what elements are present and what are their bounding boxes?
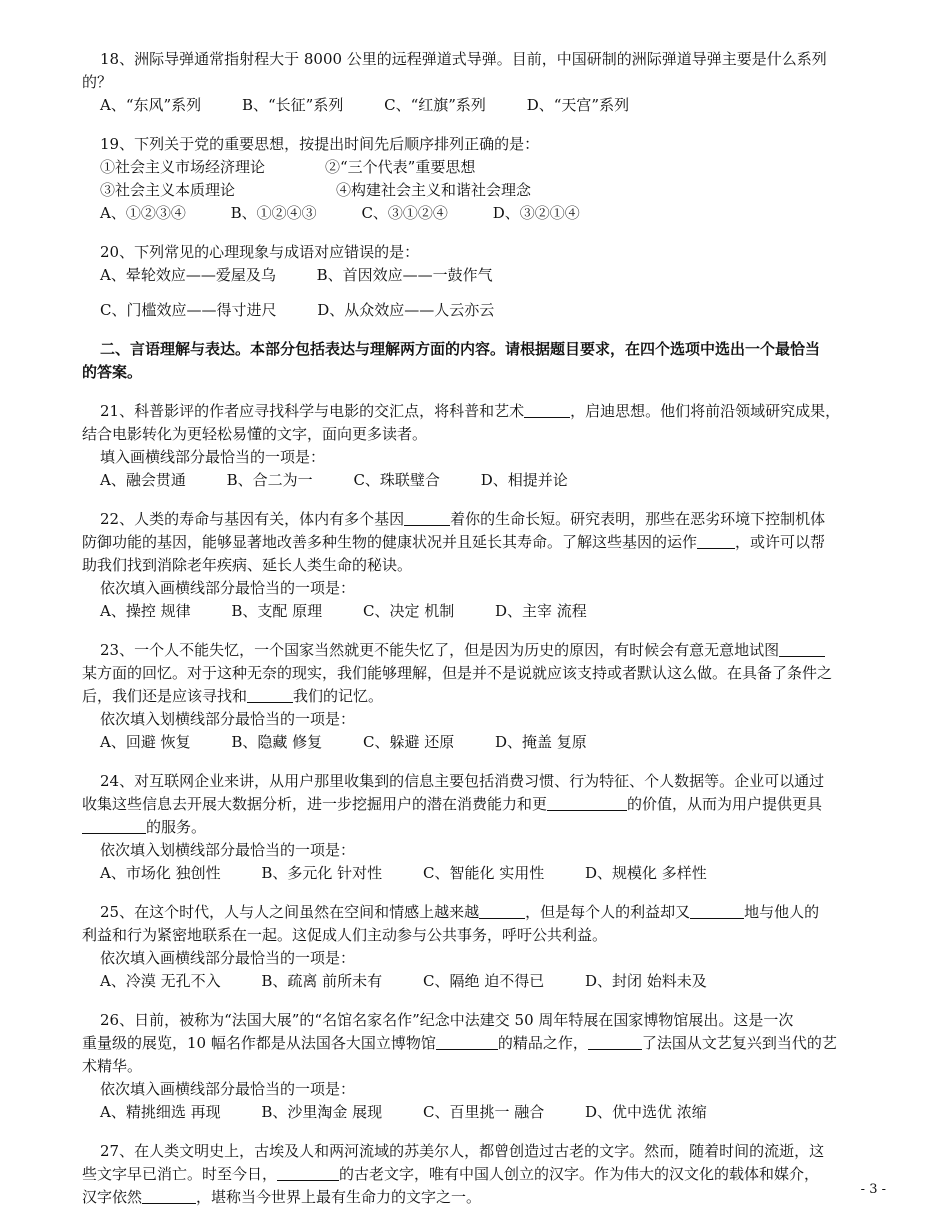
question-text xyxy=(82,531,882,554)
options-row xyxy=(82,600,882,623)
option-a[interactable]: A、融会贯通 xyxy=(100,471,186,489)
option-a[interactable]: A、操控 规律 xyxy=(100,602,191,620)
answer-blank[interactable] xyxy=(82,817,146,834)
question-prompt: 依次填入画横线部分最恰当的一项是： xyxy=(100,949,356,967)
option-b[interactable]: B、“长征”系列 xyxy=(241,96,344,114)
question-text xyxy=(82,1032,882,1055)
answer-blank[interactable] xyxy=(479,902,525,919)
question-19 xyxy=(82,133,882,225)
answer-blank[interactable] xyxy=(690,902,744,919)
question-text xyxy=(82,1163,882,1186)
question-text: 18、洲际导弹通常指射程大于 8000 公里的远程弹道式导弹。目前，中国研制的洲际弹道导弹主要是什么系列 xyxy=(100,50,827,68)
option-d[interactable]: D、从众效应——人云亦云 xyxy=(317,301,495,319)
option-d[interactable]: D、掩盖 复原 xyxy=(495,733,587,751)
text-segment: 重量级的展览，10 幅名作都是从法国各大国立博物馆 xyxy=(82,1034,436,1052)
option-c[interactable]: C、智能化 实用性 xyxy=(422,864,545,882)
question-26 xyxy=(82,1009,882,1124)
question-27 xyxy=(82,1140,882,1209)
question-text: 助我们找到消除老年疾病、延长人类生命的秘诀。 xyxy=(82,556,413,574)
text-segment: 21、科普影评的作者应寻找科学与电影的交汇点，将科普和艺术 xyxy=(100,402,525,420)
option-c[interactable]: C、百里挑一 融合 xyxy=(422,1103,545,1121)
text-segment: 地与他人的 xyxy=(744,903,820,921)
text-segment: ，堪称当今世界上最有生命力的文字之一。 xyxy=(196,1188,482,1206)
text-segment: 汉字依然 xyxy=(82,1188,143,1206)
text-segment: 的古老文字，唯有中国人创立的汉字。作为伟大的汉文化的载体和媒介， xyxy=(339,1165,820,1183)
question-prompt: 填入画横线部分最恰当的一项是： xyxy=(100,448,326,466)
text-segment: 了法国从文艺复兴到当代的艺 xyxy=(641,1034,837,1052)
question-prompt: 依次填入划横线部分最恰当的一项是： xyxy=(100,710,356,728)
item-4: ④构建社会主义和谐社会理念 xyxy=(336,181,532,199)
option-b[interactable]: B、隐藏 修复 xyxy=(231,733,323,751)
page-number: - 3 - xyxy=(860,1182,886,1197)
question-18 xyxy=(82,48,882,117)
answer-blank[interactable] xyxy=(404,509,450,526)
text-segment: 后，我们还是应该寻找和 xyxy=(82,687,248,705)
option-c[interactable]: C、珠联璧合 xyxy=(353,471,440,489)
option-a[interactable]: A、冷漠 无孔不入 xyxy=(100,972,221,990)
answer-blank[interactable] xyxy=(697,532,735,549)
exam-page xyxy=(82,48,882,1225)
options-row xyxy=(82,970,882,993)
answer-blank[interactable] xyxy=(588,1033,642,1050)
options-row xyxy=(82,299,882,322)
option-b[interactable]: B、疏离 前所未有 xyxy=(261,972,383,990)
question-prompt: 依次填入画横线部分最恰当的一项是： xyxy=(100,1080,356,1098)
question-text xyxy=(82,400,882,423)
option-b[interactable]: B、支配 原理 xyxy=(231,602,323,620)
options-row xyxy=(82,264,882,287)
section-heading-line: 的答案。 xyxy=(82,363,143,381)
question-text xyxy=(82,685,882,708)
option-a[interactable]: A、“东风”系列 xyxy=(100,96,202,114)
options-row xyxy=(82,1101,882,1124)
question-23 xyxy=(82,639,882,754)
item-2: ②“三个代表”重要思想 xyxy=(325,158,476,176)
option-d[interactable]: D、“天宫”系列 xyxy=(526,96,630,114)
text-segment: ，或许可以帮 xyxy=(735,533,826,551)
question-text: 24、对互联网企业来讲，从用户那里收集到的信息主要包括消费习惯、行为特征、个人数据等。企业可以通过 xyxy=(100,772,825,790)
question-text: 27、在人类文明史上，古埃及人和两河流域的苏美尔人，都曾创造过古老的文字。然而，随着时间的流逝，这 xyxy=(100,1142,825,1160)
text-segment: ，但是每个人的利益却又 xyxy=(525,903,691,921)
text-segment: 的价值，从而为用户提供更具 xyxy=(627,795,823,813)
question-text: 利益和行为紧密地联系在一起。这促成人们主动参与公共事务，呼吁公共利益。 xyxy=(82,926,608,944)
option-c[interactable]: C、“红旗”系列 xyxy=(384,96,486,114)
question-21 xyxy=(82,400,882,492)
text-segment: 的服务。 xyxy=(146,818,207,836)
option-a[interactable]: A、①②③④ xyxy=(100,204,186,222)
option-d[interactable]: D、封闭 始料未及 xyxy=(585,972,707,990)
option-a[interactable]: A、晕轮效应——爱屋及乌 xyxy=(100,266,276,284)
question-text: 20、下列常见的心理现象与成语对应错误的是： xyxy=(100,243,420,261)
answer-blank[interactable] xyxy=(436,1033,498,1050)
item-row xyxy=(82,179,882,202)
text-segment: 防御功能的基因，能够显著地改善多种生物的健康状况并且延长其寿命。了解这些基因的运作 xyxy=(82,533,698,551)
option-c[interactable]: C、决定 机制 xyxy=(362,602,455,620)
question-text xyxy=(82,508,882,531)
item-3: ③社会主义本质理论 xyxy=(100,181,236,199)
option-b[interactable]: B、多元化 针对性 xyxy=(261,864,383,882)
question-text xyxy=(82,816,882,839)
option-b[interactable]: B、首因效应——一鼓作气 xyxy=(316,266,493,284)
text-segment: 些文字早已消亡。时至今日， xyxy=(82,1165,278,1183)
text-segment: 我们的记忆。 xyxy=(293,687,384,705)
question-text xyxy=(82,793,882,816)
option-d[interactable]: D、③②①④ xyxy=(492,204,580,222)
option-a[interactable]: A、精挑细选 再现 xyxy=(100,1103,221,1121)
item-row xyxy=(82,156,882,179)
option-c[interactable]: C、门槛效应——得寸进尺 xyxy=(100,301,277,319)
option-d[interactable]: D、优中选优 浓缩 xyxy=(585,1103,707,1121)
question-text xyxy=(82,1186,882,1209)
question-text xyxy=(82,901,882,924)
options-row xyxy=(82,862,882,885)
option-c[interactable]: C、③①②④ xyxy=(361,204,448,222)
question-24 xyxy=(82,770,882,885)
options-row xyxy=(82,731,882,754)
text-segment: 着你的生命长短。研究表明，那些在恶劣环境下控制机体 xyxy=(450,510,826,528)
options-row xyxy=(82,94,882,117)
question-text: 某方面的回忆。对于这种无奈的现实，我们能够理解，但是并不是说就应该支持或者默认这么做。在具备了条件之 xyxy=(82,664,833,682)
question-text xyxy=(82,639,882,662)
option-c[interactable]: C、隔绝 迫不得已 xyxy=(422,972,545,990)
option-d[interactable]: D、相提并论 xyxy=(480,471,568,489)
question-text: 26、日前，被称为“法国大展”的“名馆名家名作”纪念中法建交 50 周年特展在国家博物馆展出。这是一次 xyxy=(100,1011,794,1029)
option-d[interactable]: D、规模化 多样性 xyxy=(585,864,707,882)
question-text: 术精华。 xyxy=(82,1057,143,1075)
option-b[interactable]: B、①②④③ xyxy=(230,204,317,222)
question-prompt: 依次填入画横线部分最恰当的一项是： xyxy=(100,579,356,597)
answer-blank[interactable] xyxy=(547,794,627,811)
answer-blank[interactable] xyxy=(247,686,293,703)
question-25 xyxy=(82,901,882,993)
option-a[interactable]: A、回避 恢复 xyxy=(100,733,191,751)
options-row xyxy=(82,202,882,225)
item-1: ①社会主义市场经济理论 xyxy=(100,158,266,176)
question-text: 结合电影转化为更轻松易懂的文字，面向更多读者。 xyxy=(82,425,428,443)
answer-blank[interactable] xyxy=(524,401,570,418)
text-segment: 25、在这个时代，人与人之间虽然在空间和情感上越来越 xyxy=(100,903,480,921)
option-b[interactable]: B、合二为一 xyxy=(226,471,313,489)
question-prompt: 依次填入划横线部分最恰当的一项是： xyxy=(100,841,356,859)
text-segment: 收集这些信息去开展大数据分析，进一步挖掘用户的潜在消费能力和更 xyxy=(82,795,548,813)
options-row xyxy=(82,469,882,492)
answer-blank[interactable] xyxy=(277,1164,339,1181)
section-heading xyxy=(82,338,882,384)
question-text: 的？ xyxy=(82,73,113,91)
question-20 xyxy=(82,241,882,322)
question-22 xyxy=(82,508,882,623)
text-segment: 的精品之作， xyxy=(497,1034,588,1052)
option-d[interactable]: D、主宰 流程 xyxy=(495,602,587,620)
question-text: 19、下列关于党的重要思想，按提出时间先后顺序排列正确的是： xyxy=(100,135,540,153)
option-b[interactable]: B、沙里淘金 展现 xyxy=(261,1103,383,1121)
text-segment: ，启迪思想。他们将前沿领域研究成果， xyxy=(570,402,841,420)
answer-blank[interactable] xyxy=(779,640,825,657)
text-segment: 22、人类的寿命与基因有关，体内有多个基因 xyxy=(100,510,405,528)
option-a[interactable]: A、市场化 独创性 xyxy=(100,864,221,882)
answer-blank[interactable] xyxy=(142,1187,196,1204)
section-heading-line: 二、言语理解与表达。本部分包括表达与理解两方面的内容。请根据题目要求，在四个选项中选出一个最恰当 xyxy=(100,340,821,358)
option-c[interactable]: C、躲避 还原 xyxy=(362,733,455,751)
text-segment: 23、一个人不能失忆，一个国家当然就更不能失忆了，但是因为历史的原因，有时候会有意无意地试图 xyxy=(100,641,780,659)
